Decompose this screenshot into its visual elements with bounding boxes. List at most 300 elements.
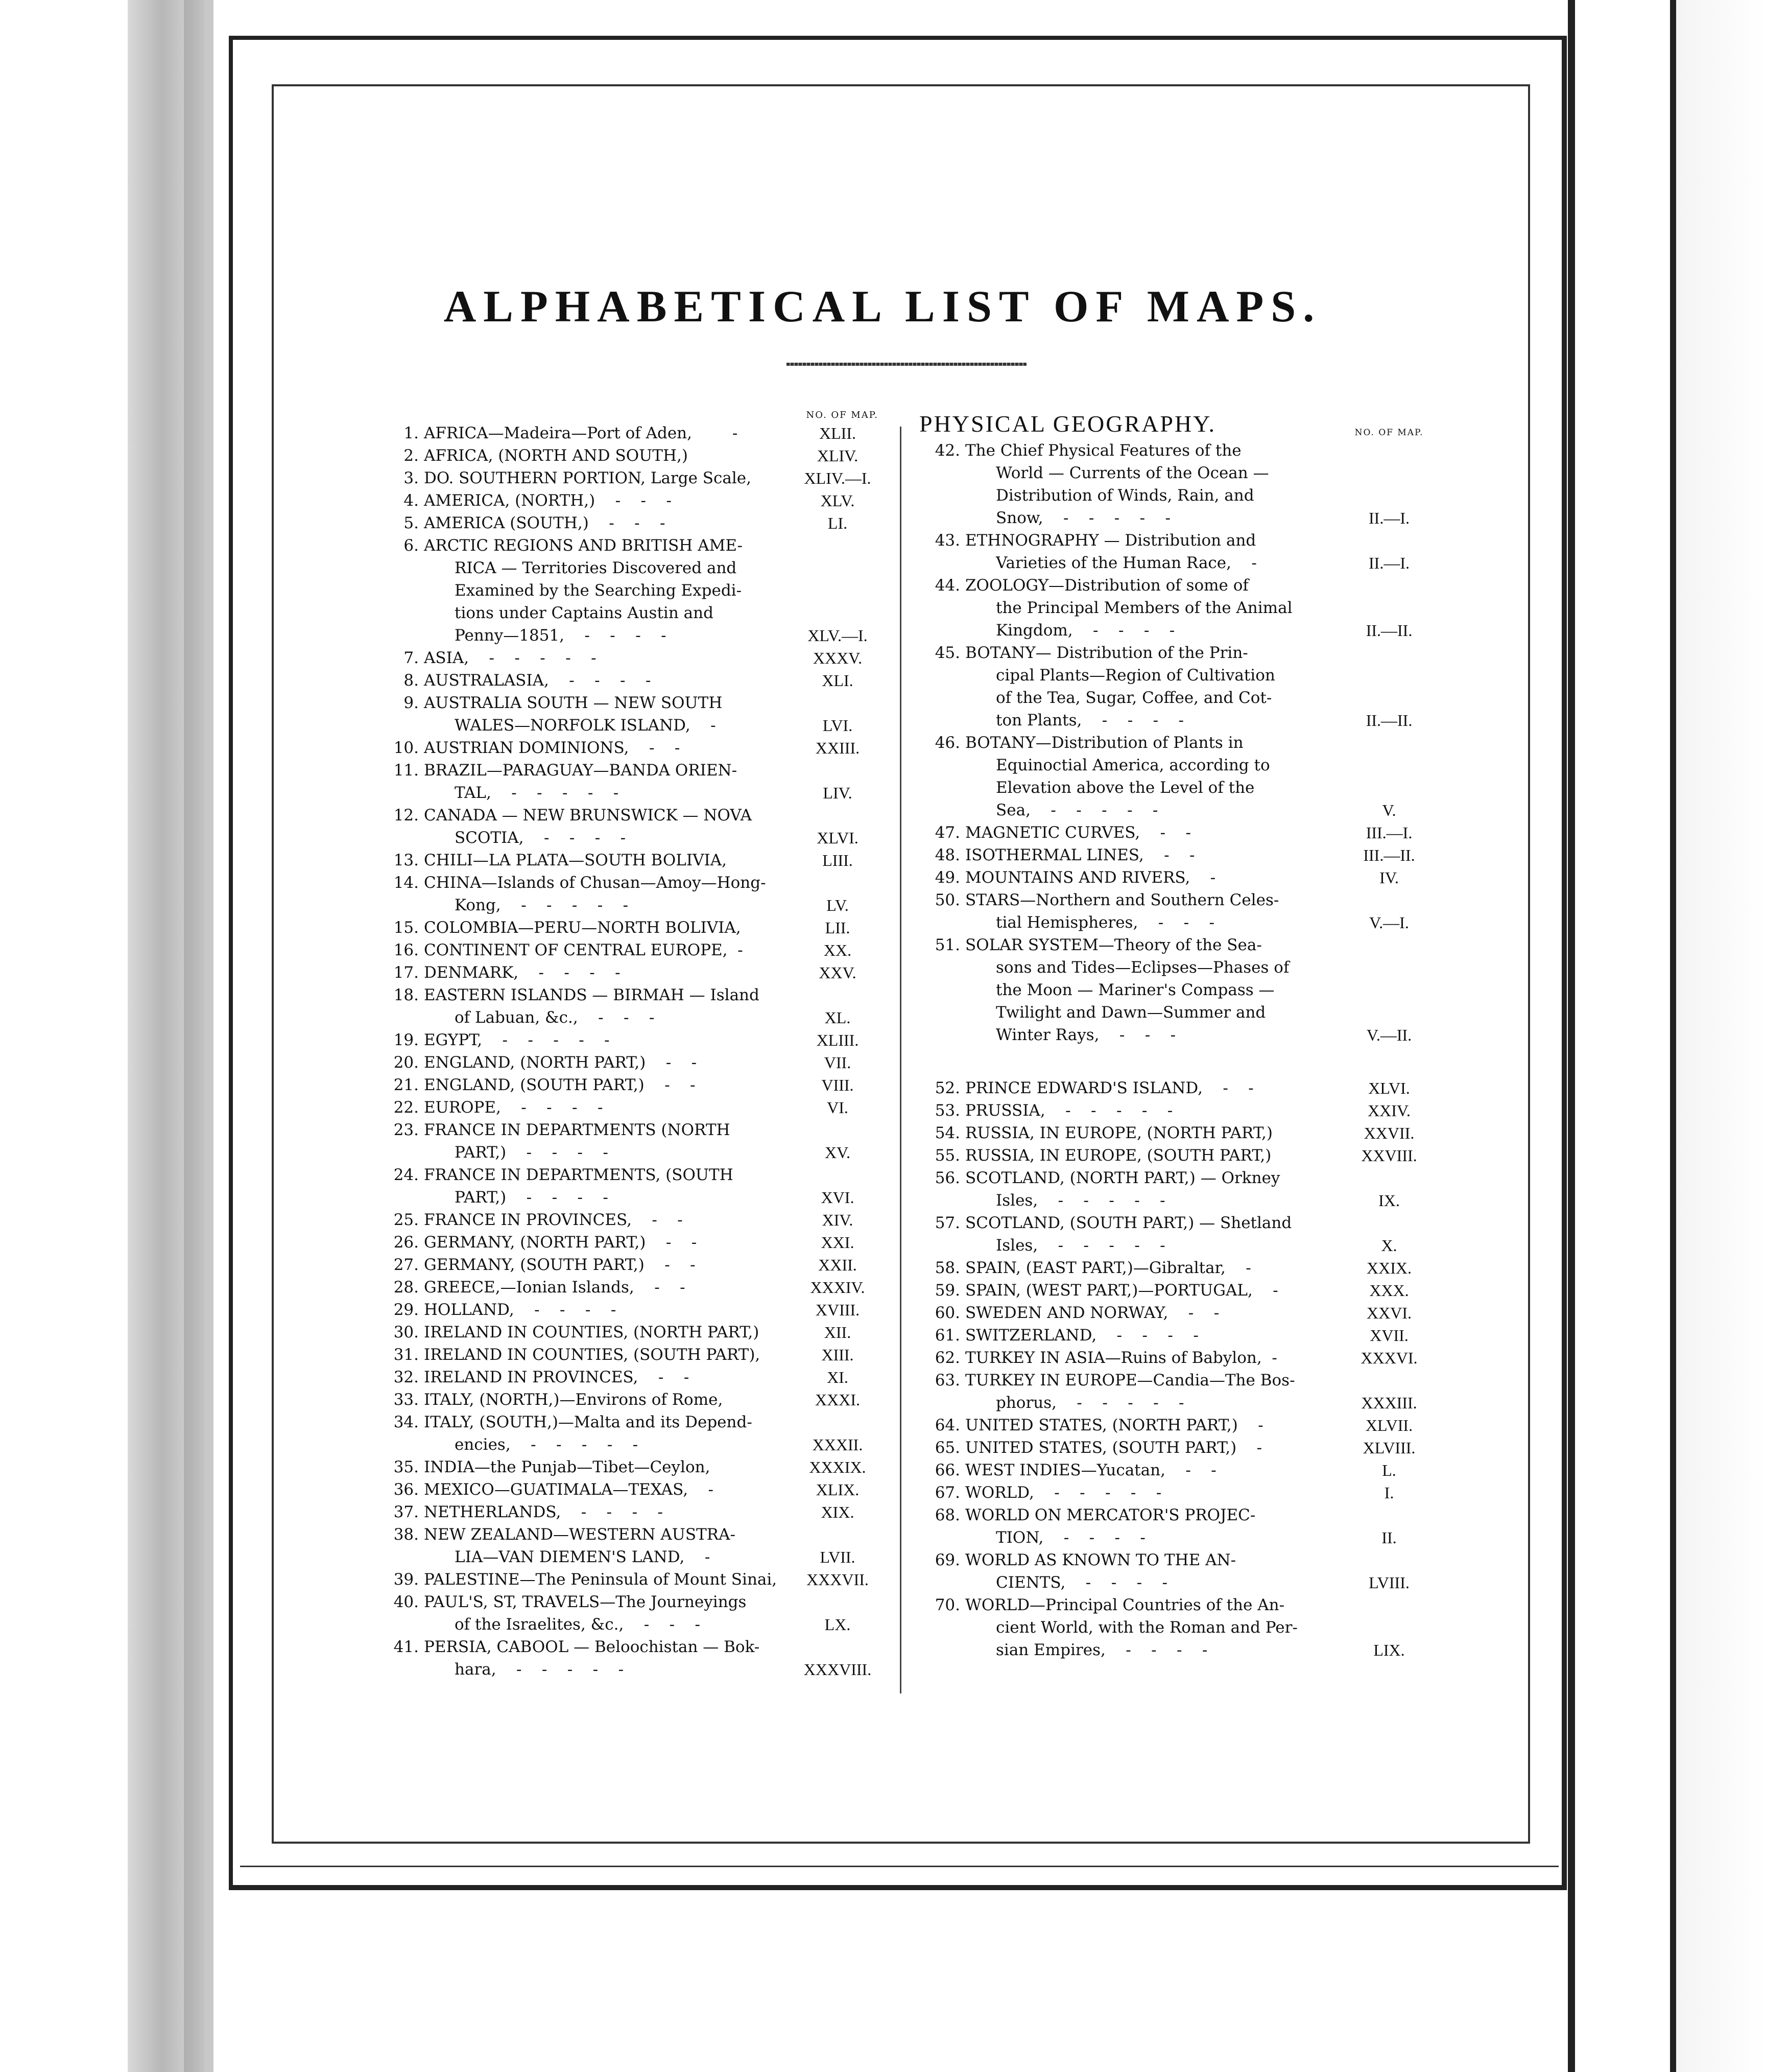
map-entry-line: TURKEY IN EUROPE—Candia—The Bos- (965, 1371, 1295, 1390)
map-number: II. (1381, 1528, 1397, 1547)
map-number: V.—I. (1369, 913, 1409, 932)
map-entry-title (965, 1257, 1338, 1279)
map-entry-title (965, 1414, 1338, 1437)
map-entry (378, 737, 889, 759)
map-entry-title (965, 934, 1338, 1046)
map-entry-number: 17. (393, 963, 419, 982)
map-entry-title (424, 1321, 786, 1344)
map-entry-line: AMERICA (SOUTH,) - - - (424, 514, 665, 532)
map-entry (378, 692, 889, 737)
map-entry-line: TURKEY IN ASIA—Ruins of Babylon, - (965, 1349, 1277, 1367)
map-number: XXXII. (812, 1435, 863, 1454)
map-entry-title (424, 489, 786, 512)
map-entry (378, 1591, 889, 1636)
map-entry-line: AUSTRALIA SOUTH — NEW SOUTH (424, 694, 723, 712)
map-entry-line: The Chief Physical Features of the (965, 441, 1242, 460)
map-entry-number: 13. (393, 851, 419, 869)
map-entry (919, 1414, 1440, 1437)
map-number: XII. (824, 1323, 851, 1341)
physical-geography-heading: PHYSICAL GEOGRAPHY. (919, 411, 1216, 437)
map-entry-number: 45. (935, 644, 960, 662)
map-entry (919, 889, 1440, 934)
map-number: III.—I. (1366, 823, 1413, 842)
map-entry-number: 19. (393, 1031, 419, 1049)
map-entry (919, 1122, 1440, 1144)
map-entry-number: 29. (393, 1301, 419, 1319)
map-entry-title (965, 1369, 1338, 1414)
map-number: IV. (1379, 868, 1399, 887)
map-number: II.—I. (1369, 554, 1410, 572)
map-entry (378, 444, 889, 467)
map-entry-line: of Labuan, &c., - - - (455, 1008, 655, 1027)
map-entry-title (965, 439, 1338, 529)
map-number: XLVII. (1365, 1416, 1413, 1434)
map-entry-number: 8. (403, 671, 419, 690)
map-entry-line: WEST INDIES—Yucatan, - - (965, 1461, 1217, 1479)
map-entry-line: AFRICA, (NORTH AND SOUTH,) (424, 446, 688, 465)
map-number: XIII. (821, 1346, 854, 1364)
map-entry-line: WORLD AS KNOWN TO THE AN- (965, 1551, 1236, 1569)
map-entry-line: Winter Rays, - - - (996, 1026, 1176, 1044)
map-entry-line: CIENTS, - - - - (996, 1573, 1167, 1592)
map-number: XI. (827, 1368, 848, 1386)
map-entry-title (424, 1299, 786, 1321)
map-entry-line: GREECE,—Ionian Islands, - - (424, 1278, 685, 1297)
map-entry-line: SCOTLAND, (NORTH PART,) — Orkney (965, 1169, 1280, 1187)
map-entry-number: 31. (393, 1346, 419, 1364)
map-entry-line: ENGLAND, (SOUTH PART,) - - (424, 1076, 696, 1094)
map-entry-title (965, 1459, 1338, 1481)
map-entry (378, 1388, 889, 1411)
map-entry-line: RICA — Territories Discovered and (455, 559, 737, 577)
map-entry-title (965, 1347, 1338, 1369)
map-number: LIII. (822, 851, 853, 869)
map-number: XXXIII. (1361, 1394, 1417, 1412)
map-number: XXXIX. (809, 1458, 866, 1476)
map-entry (919, 844, 1440, 866)
map-entry-title (424, 1254, 786, 1276)
map-entry-number: 62. (935, 1349, 960, 1367)
map-entry-number: 11. (393, 761, 419, 780)
physical-geography-list (919, 439, 1440, 1046)
map-entry-line: GERMANY, (SOUTH PART,) - - (424, 1256, 696, 1274)
map-entry-line: BRAZIL—PARAGUAY—BANDA ORIEN- (424, 761, 737, 780)
map-entry-title (424, 1523, 786, 1568)
map-entry-line: PALESTINE—The Peninsula of Mount Sinai, (424, 1570, 777, 1589)
map-entry-line: CONTINENT OF CENTRAL EUROPE, - (424, 941, 743, 959)
map-entry-number: 35. (393, 1458, 419, 1476)
map-entry (378, 939, 889, 961)
map-entry-line: ETHNOGRAPHY — Distribution and (965, 531, 1256, 550)
map-entry (919, 1324, 1440, 1347)
map-entry-number: 68. (935, 1506, 960, 1524)
map-entry-title (424, 1276, 786, 1299)
map-entry-title (965, 574, 1338, 642)
map-entry-line: ISOTHERMAL LINES, - - (965, 846, 1195, 864)
map-entry-number: 1. (403, 424, 419, 442)
map-number: XLI. (822, 671, 853, 690)
map-entry (378, 467, 889, 489)
map-entry-number: 22. (393, 1098, 419, 1117)
map-number: XXI. (821, 1233, 854, 1252)
map-number: XXXI. (815, 1391, 860, 1409)
map-entry-line: BOTANY— Distribution of the Prin- (965, 644, 1248, 662)
map-entry-title (965, 821, 1338, 844)
map-entry-line: TION, - - - - (996, 1528, 1146, 1547)
map-entry-number: 56. (935, 1169, 960, 1187)
map-entry-line: Twilight and Dawn—Summer and (996, 1003, 1266, 1022)
map-entry-number: 43. (935, 531, 960, 550)
map-entry-title (424, 1366, 786, 1388)
map-number: XX. (823, 941, 852, 959)
map-entry (919, 1302, 1440, 1324)
map-number: VII. (824, 1053, 851, 1072)
map-entry-line: of the Tea, Sugar, Coffee, and Cot- (996, 689, 1272, 707)
map-entry-title (965, 866, 1338, 889)
map-entry-number: 55. (935, 1146, 960, 1165)
map-entry (378, 1299, 889, 1321)
left-column-header: NO. OF MAP. (806, 410, 878, 420)
map-entry-number: 54. (935, 1124, 960, 1142)
map-entry-title (965, 1324, 1338, 1347)
map-entry-title (424, 939, 786, 961)
map-entry (378, 1164, 889, 1209)
map-entry-number: 28. (393, 1278, 419, 1297)
map-entry-number: 58. (935, 1259, 960, 1277)
map-entry-line: SPAIN, (EAST PART,)—Gibraltar, - (965, 1259, 1251, 1277)
map-entry-title (965, 1437, 1338, 1459)
map-number: XVII. (1370, 1326, 1409, 1345)
map-entry-number: 53. (935, 1101, 960, 1120)
left-map-list (378, 422, 889, 1681)
map-entry (919, 1347, 1440, 1369)
map-number: III.—II. (1363, 846, 1415, 864)
map-entry-title (424, 1568, 786, 1591)
map-entry-line: PAUL'S, ST, TRAVELS—The Journeyings (424, 1593, 747, 1611)
map-entry-line: Isles, - - - - - (996, 1191, 1165, 1210)
map-entry (919, 1257, 1440, 1279)
map-entry-number: 49. (935, 868, 960, 887)
map-entry-line: EGYPT, - - - - - (424, 1031, 610, 1049)
map-entry-title (424, 1164, 786, 1209)
map-entry-line: Equinoctial America, according to (996, 756, 1270, 774)
right-column-header: NO. OF MAP. (1354, 428, 1424, 438)
map-number: LIX. (1373, 1641, 1405, 1659)
map-entry-number: 38. (393, 1525, 419, 1544)
map-entry (378, 1029, 889, 1051)
map-entry (919, 1504, 1440, 1549)
map-number: XXVII. (1364, 1124, 1415, 1142)
map-entry-title (965, 889, 1338, 934)
map-entry (378, 1254, 889, 1276)
map-entry-line: IRELAND IN COUNTIES, (SOUTH PART), (424, 1346, 760, 1364)
map-entry-line: Kingdom, - - - - (996, 621, 1175, 640)
map-entry (378, 916, 889, 939)
map-number: IX. (1378, 1191, 1400, 1210)
map-entry-line: NEW ZEALAND—WESTERN AUSTRA- (424, 1525, 735, 1544)
map-entry-number: 69. (935, 1551, 960, 1569)
map-number: II.—I. (1369, 509, 1410, 527)
map-entry-line: ENGLAND, (NORTH PART,) - - (424, 1053, 697, 1072)
map-entry (378, 1456, 889, 1478)
map-entry-line: Sea, - - - - - (996, 801, 1158, 819)
map-number: XLV. (820, 491, 855, 510)
map-entry-line: PART,) - - - - (455, 1188, 608, 1207)
map-entry-number: 70. (935, 1596, 960, 1614)
map-entry-title (424, 534, 786, 647)
map-entry-line: the Principal Members of the Animal (996, 599, 1293, 617)
map-number: XXIII. (815, 739, 860, 757)
map-entry-line: FRANCE IN DEPARTMENTS, (SOUTH (424, 1166, 733, 1184)
map-entry-number: 12. (393, 806, 419, 825)
map-entry-line: Varieties of the Human Race, - (996, 554, 1257, 572)
map-entry (378, 759, 889, 804)
map-entry-number: 59. (935, 1281, 960, 1300)
map-entry (919, 821, 1440, 844)
map-entry-title (965, 642, 1338, 732)
map-entry-title (965, 529, 1338, 574)
map-entry-number: 41. (393, 1638, 419, 1656)
map-entry-line: RUSSIA, IN EUROPE, (SOUTH PART,) (965, 1146, 1272, 1165)
map-entry (919, 529, 1440, 574)
map-entry-title (424, 961, 786, 984)
map-entry-line: PRINCE EDWARD'S ISLAND, - - (965, 1079, 1254, 1097)
map-entry (378, 1074, 889, 1096)
map-number: XIX. (821, 1503, 854, 1521)
map-entry-line: INDIA—the Punjab—Tibet—Ceylon, (424, 1458, 710, 1476)
map-entry-line: Elevation above the Level of the (996, 779, 1255, 797)
map-number: XXIV. (1368, 1101, 1411, 1120)
map-entry (919, 1279, 1440, 1302)
map-number: XXV. (819, 963, 856, 982)
map-number: VIII. (821, 1076, 854, 1094)
map-entry-line: FRANCE IN DEPARTMENTS (NORTH (424, 1121, 730, 1139)
map-entry-line: PRUSSIA, - - - - - (965, 1101, 1173, 1120)
map-number: XXVIII. (1361, 1146, 1417, 1165)
map-entry-line: Kong, - - - - - (455, 896, 629, 914)
map-entry-line: cipal Plants—Region of Cultivation (996, 666, 1275, 685)
map-entry-title (424, 1478, 786, 1501)
map-entry-number: 27. (393, 1256, 419, 1274)
map-entry-title (424, 1344, 786, 1366)
map-entry-line: PART,) - - - - (455, 1143, 608, 1162)
title-underline-rule (786, 363, 1027, 366)
right-map-list (919, 1077, 1440, 1661)
map-entry-number: 39. (393, 1570, 419, 1589)
map-entry-line: sian Empires, - - - - (996, 1641, 1208, 1659)
map-number: LVIII. (1369, 1573, 1410, 1592)
map-entry-line: tions under Captains Austin and (455, 604, 713, 622)
map-entry-line: AFRICA—Madeira—Port of Aden, - (424, 424, 738, 442)
map-entry-line: BOTANY—Distribution of Plants in (965, 734, 1244, 752)
map-entry-line: MEXICO—GUATIMALA—TEXAS, - (424, 1480, 714, 1499)
map-entry-line: ASIA, - - - - - (424, 649, 597, 667)
map-entry (378, 1636, 889, 1681)
map-entry-line: Penny—1851, - - - - (455, 626, 666, 645)
map-entry (919, 439, 1440, 529)
map-entry (919, 1144, 1440, 1167)
map-entry-line: CHILI—LA PLATA—SOUTH BOLIVIA, (424, 851, 727, 869)
map-number: I. (1384, 1484, 1394, 1502)
map-entry-title (424, 1209, 786, 1231)
map-entry (919, 1481, 1440, 1504)
map-entry-title (424, 444, 786, 467)
map-entry-number: 65. (935, 1439, 960, 1457)
map-entry-title (424, 1388, 786, 1411)
map-entry-title (965, 1122, 1338, 1144)
map-entry-line: EUROPE, - - - - (424, 1098, 603, 1117)
map-entry-number: 40. (393, 1593, 419, 1611)
map-entry-line: RUSSIA, IN EUROPE, (NORTH PART,) (965, 1124, 1273, 1142)
map-entry-number: 21. (393, 1076, 419, 1094)
map-entry-title (965, 1504, 1338, 1549)
map-entry-line: COLOMBIA—PERU—NORTH BOLIVIA, (424, 919, 741, 937)
map-entry-title (965, 732, 1338, 821)
column-divider (900, 427, 901, 1693)
map-number: XVIII. (815, 1301, 860, 1319)
map-entry-number: 60. (935, 1304, 960, 1322)
map-entry (378, 1119, 889, 1164)
page-title: ALPHABETICAL LIST OF MAPS. (443, 282, 1322, 332)
map-entry-line: SWITZERLAND, - - - - (965, 1326, 1199, 1345)
map-entry-line: HOLLAND, - - - - (424, 1301, 616, 1319)
map-number: LVI. (822, 716, 853, 735)
map-entry-number: 64. (935, 1416, 960, 1434)
map-number: XIV. (822, 1211, 853, 1229)
map-number: LII. (825, 919, 850, 937)
map-entry-title (424, 1501, 786, 1523)
map-entry-line: CANADA — NEW BRUNSWICK — NOVA (424, 806, 752, 825)
map-entry (378, 1096, 889, 1119)
map-entry-line: TAL, - - - - - (455, 784, 619, 802)
outer-frame-double-rule (240, 1866, 1559, 1867)
map-entry-title (965, 1212, 1338, 1257)
map-entry-number: 14. (393, 874, 419, 892)
map-entry-line: UNITED STATES, (SOUTH PART,) - (965, 1439, 1262, 1457)
map-entry-title (424, 872, 786, 916)
map-number: LI. (827, 514, 848, 532)
map-entry-line: cient World, with the Roman and Per- (996, 1618, 1298, 1637)
map-entry (919, 934, 1440, 1046)
map-number: LV. (826, 896, 849, 914)
map-number: XLVIII. (1363, 1439, 1416, 1457)
map-entry-line: phorus, - - - - - (996, 1394, 1184, 1412)
map-entry (378, 804, 889, 849)
map-entry-title (424, 422, 786, 444)
map-entry-number: 10. (393, 739, 419, 757)
map-entry-title (424, 1636, 786, 1681)
map-entry-line: Examined by the Searching Expedi- (455, 581, 742, 600)
map-entry-title (424, 916, 786, 939)
map-entry (919, 1167, 1440, 1212)
map-entry-number: 4. (403, 491, 419, 510)
map-entry-title (424, 759, 786, 804)
map-entry (378, 1411, 889, 1456)
map-entry-number: 36. (393, 1480, 419, 1499)
map-entry-line: ITALY, (NORTH,)—Environs of Rome, (424, 1391, 723, 1409)
map-entry-line: MAGNETIC CURVES, - - (965, 823, 1191, 842)
map-number: XXXV. (813, 649, 863, 667)
map-entry-line: Distribution of Winds, Rain, and (996, 486, 1254, 505)
map-entry-line: PERSIA, CABOOL — Beloochistan — Bok- (424, 1638, 760, 1656)
map-entry (378, 1523, 889, 1568)
map-entry (919, 1549, 1440, 1594)
map-entry-line: WALES—NORFOLK ISLAND, - (455, 716, 716, 735)
map-number: LIV. (823, 784, 852, 802)
map-entry-number: 5. (403, 514, 419, 532)
map-number: V.—II. (1366, 1026, 1412, 1044)
map-number: XLVI. (1368, 1079, 1410, 1097)
map-entry-line: DENMARK, - - - - (424, 963, 621, 982)
map-number: XXXVII. (806, 1570, 869, 1589)
map-number: V. (1382, 801, 1396, 819)
map-entry-line: WORLD—Principal Countries of the An- (965, 1596, 1285, 1614)
map-entry-line: LIA—VAN DIEMEN'S LAND, - (455, 1548, 710, 1566)
map-entry-number: 16. (393, 941, 419, 959)
map-entry-line: SOLAR SYSTEM—Theory of the Sea- (965, 936, 1262, 954)
map-entry (378, 1501, 889, 1523)
map-entry-number: 2. (403, 446, 419, 465)
map-entry-title (965, 1279, 1338, 1302)
map-entry-line: STARS—Northern and Southern Celes- (965, 891, 1279, 909)
map-entry-title (965, 844, 1338, 866)
map-entry-line: AUSTRALASIA, - - - - (424, 671, 651, 690)
map-entry-number: 44. (935, 576, 960, 595)
map-number: XLIV. (817, 446, 858, 465)
map-number: XVI. (821, 1188, 854, 1207)
map-entry (378, 961, 889, 984)
map-entry (378, 1231, 889, 1254)
map-number: X. (1381, 1236, 1397, 1255)
map-entry (378, 1478, 889, 1501)
map-entry (378, 849, 889, 872)
map-number: XLII. (819, 424, 856, 442)
map-entry (378, 534, 889, 647)
map-entry-title (424, 467, 786, 489)
left-column (378, 409, 889, 1681)
map-entry-line: AMERICA, (NORTH,) - - - (424, 491, 672, 510)
map-entry-number: 57. (935, 1214, 960, 1232)
map-number: XXXVI. (1361, 1349, 1418, 1367)
map-entry-line: IRELAND IN PROVINCES, - - (424, 1368, 689, 1386)
map-entry-line: FRANCE IN PROVINCES, - - (424, 1211, 683, 1229)
map-entry-number: 61. (935, 1326, 960, 1345)
map-entry-line: GERMANY, (NORTH PART,) - - (424, 1233, 697, 1252)
map-entry-number: 48. (935, 846, 960, 864)
map-entry-number: 37. (393, 1503, 419, 1521)
map-entry-line: ZOOLOGY—Distribution of some of (965, 576, 1249, 595)
map-entry (919, 642, 1440, 732)
map-number: XL. (824, 1008, 851, 1027)
map-entry (378, 984, 889, 1029)
map-number: XXIX. (1367, 1259, 1412, 1277)
map-entry (919, 574, 1440, 642)
map-number: L. (1382, 1461, 1396, 1479)
map-entry-title (424, 1591, 786, 1636)
map-entry-line: of the Israelites, &c., - - - (455, 1615, 700, 1634)
map-entry (378, 1051, 889, 1074)
map-entry-line: Isles, - - - - - (996, 1236, 1165, 1255)
map-entry-title (424, 804, 786, 849)
map-number: LVII. (820, 1548, 855, 1566)
map-entry (378, 1321, 889, 1344)
right-column (919, 409, 1440, 1661)
map-entry-title (424, 1231, 786, 1254)
map-number: XLIII. (816, 1031, 859, 1049)
map-entry-number: 66. (935, 1461, 960, 1479)
map-entry-title (424, 1029, 786, 1051)
map-entry-title (424, 1096, 786, 1119)
